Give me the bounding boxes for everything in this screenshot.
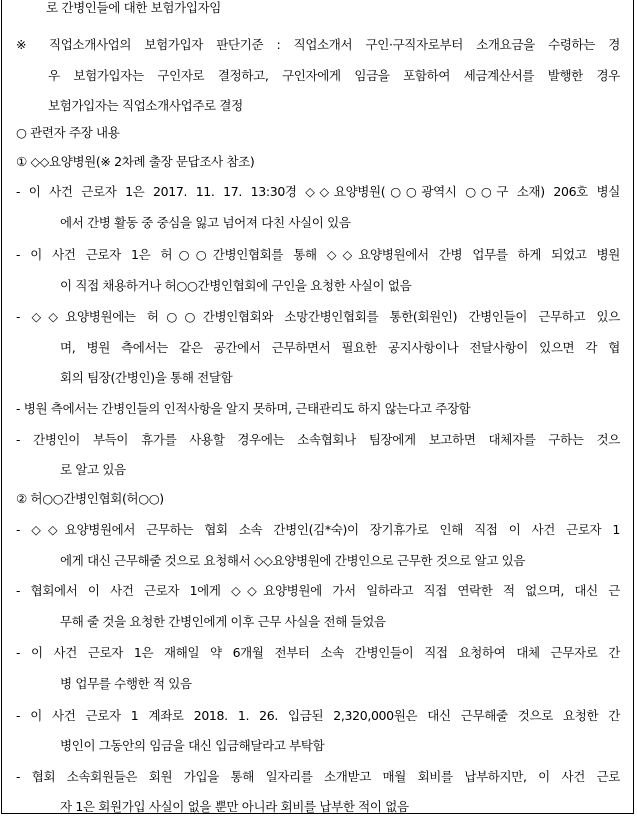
text-line: - 병원 측에서는 간병인들의 인적사항을 알지 못하며, 근태관리도 하지 않는다고 주장함 (16, 401, 471, 416)
text-line: 병 업무를 수행한 적 있음 (60, 676, 192, 691)
text-line: - 협회 소속회원들은 회원 가입을 통해 일자리를 소개받고 매월 회비를 납부하지만, 이 사건 근로 (16, 769, 620, 784)
text-line: - ◇◇요양병원에서 근무하는 협회 소속 간병인(김*숙)이 장기휴가로 인해 직접 이 사건 근로자 1 (16, 522, 620, 537)
text-line: 우 보험가입자는 구인자로 결정하고, 구인자에게 임금을 포함하여 세금계산서를 발행한 경우 (48, 68, 620, 83)
text-line: 회의 팀장(간병인)을 통해 전달함 (60, 370, 233, 385)
subsection-heading: ② 허○○간병인협회(허○○) (16, 491, 164, 506)
section-heading: ○ 관련자 주장 내용 (16, 125, 120, 140)
text-line: 이 직접 채용하거나 허○○간병인협회에 구인을 요청한 사실이 없음 (60, 278, 412, 293)
text-line: - 협회에서 이 사건 근로자 1에게 ◇◇요양병원에 가서 일하라고 직접 연락한 적 없으며, 대신 근 (16, 583, 620, 598)
text-line: 자 1은 회원가입 사실이 없을 뿐만 아니라 회비를 납부한 적이 없음 (60, 799, 409, 814)
text-line: ※ 직업소개사업의 보험가입자 판단기준 : 직업소개서 구인·구직자로부터 소개요금을 수령하는 경 (16, 37, 620, 52)
text-line: - 이 사건 근로자 1은 2017. 11. 17. 13:30경 ◇◇요양병원(○○광역시 ○○구 소재) 206호 병실 (16, 184, 620, 199)
text-line: - 이 사건 근로자 1은 재해일 약 6개월 전부터 소속 간병인들이 직접 요청하여 대체 근무자로 간 (16, 645, 620, 660)
text-line: - 간병인이 부득이 휴가를 사용할 경우에는 소속협회나 팀장에게 보고하면 대체자를 구하는 것으 (16, 432, 620, 447)
text-line: 에서 간병 활동 중 중심을 잃고 넘어져 다친 사실이 있음 (60, 215, 351, 230)
text-line: 에게 대신 근무해줄 것으로 요청해서 ◇◇요양병원에 간병인으로 근무한 것으로 알고 있음 (60, 553, 526, 568)
text-line: - 이 사건 근로자 1 계좌로 2018. 1. 26. 입금된 2,320,000원은 대신 근무해줄 것으로 요청한 간 (16, 708, 620, 723)
subsection-heading: ① ◇◇요양병원(※ 2차례 출장 문답조사 참조) (16, 154, 255, 169)
text-line: 보험가입자는 직업소개사업주로 결정 (48, 98, 243, 113)
text-line: 병인이 그동안의 임금을 대신 입금해달라고 부탁함 (60, 738, 325, 753)
document-page (1, 0, 634, 814)
text-line: - ◇◇요양병원에는 허○○간병인협회와 소망간병인협회를 통한(회원인) 간병인들이 근무하고 있으 (16, 309, 620, 324)
text-line: 로 간병인들에 대한 보험가입자임 (46, 0, 222, 15)
text-line: 로 알고 있음 (60, 462, 126, 477)
text-line: 며, 병원 측에서는 같은 공간에서 근무하면서 필요한 공지사항이나 전달사항이 있으면 각 협 (60, 340, 620, 355)
text-line: - 이 사건 근로자 1은 허○○간병인협회를 통해 ◇◇요양병원에서 간병 업무를 하게 되었고 병원 (16, 247, 620, 262)
text-line: 무해 줄 것을 요청한 간병인에게 이후 근무 사실을 전해 들었음 (60, 614, 386, 629)
